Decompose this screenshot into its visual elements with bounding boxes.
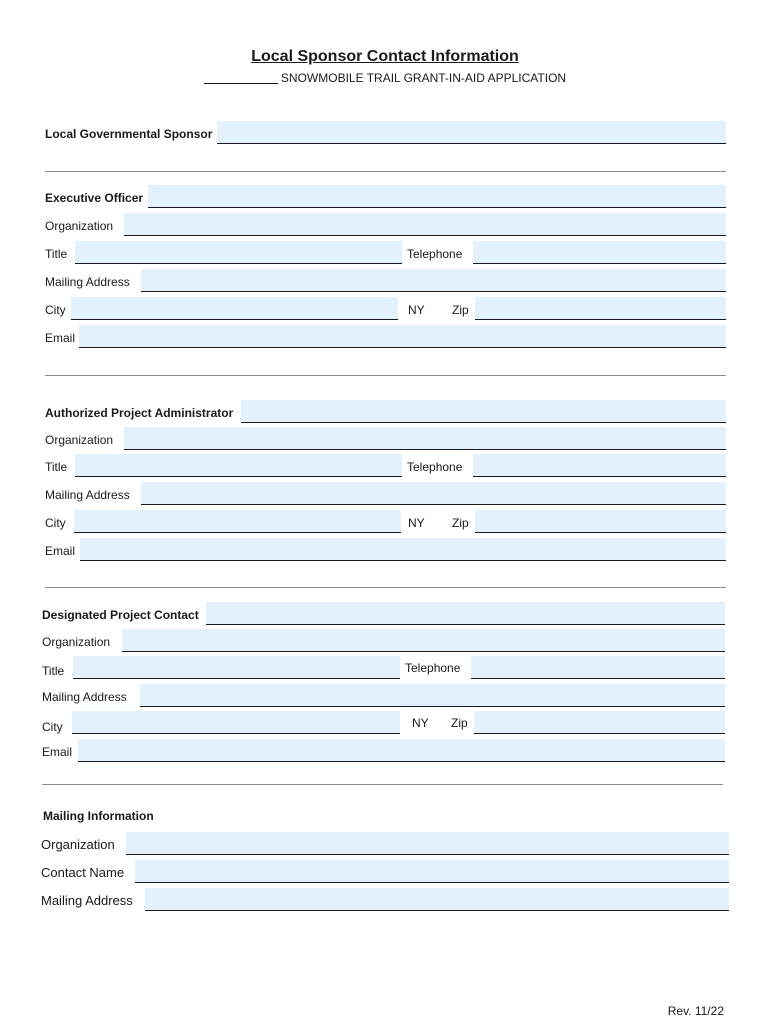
email-label: Email (45, 331, 76, 345)
project-administrator-name-input[interactable] (241, 400, 726, 423)
contact-zip-input[interactable] (474, 711, 725, 734)
season-blank-field[interactable] (204, 71, 278, 84)
administrator-telephone-input[interactable] (473, 454, 726, 477)
administrator-title-input[interactable] (75, 454, 402, 477)
contact-name-label: Contact Name (41, 865, 125, 880)
mailing-address-label: Mailing Address (45, 488, 130, 502)
executive-officer-name-input[interactable] (148, 185, 726, 208)
mailing-address-label: Mailing Address (42, 690, 127, 704)
divider (45, 587, 726, 588)
executive-zip-input[interactable] (475, 297, 726, 320)
contact-organization-input[interactable] (122, 629, 725, 652)
contact-telephone-input[interactable] (471, 656, 725, 679)
email-label: Email (42, 745, 73, 759)
divider (42, 784, 723, 785)
divider (45, 375, 726, 376)
mailing-contact-name-input[interactable] (135, 860, 729, 883)
subtitle-text: SNOWMOBILE TRAIL GRANT-IN-AID APPLICATION (280, 71, 567, 85)
city-label: City (45, 516, 66, 530)
city-label: City (45, 303, 66, 317)
telephone-label: Telephone (407, 460, 463, 474)
mailing-address-input[interactable] (145, 888, 729, 911)
organization-label: Organization (41, 837, 115, 852)
administrator-email-input[interactable] (80, 538, 726, 561)
divider (45, 171, 726, 172)
project-contact-name-input[interactable] (206, 602, 725, 625)
title-label: Title (45, 247, 68, 261)
city-label: City (42, 720, 63, 734)
organization-label: Organization (45, 433, 114, 447)
mailing-address-label: Mailing Address (41, 893, 133, 908)
sponsor-input[interactable] (217, 121, 726, 144)
executive-mailing-address-input[interactable] (141, 269, 726, 292)
title-label: Title (42, 664, 65, 678)
telephone-label: Telephone (407, 247, 463, 261)
mailing-address-label: Mailing Address (45, 275, 130, 289)
telephone-label: Telephone (405, 661, 461, 675)
sponsor-label: Local Governmental Sponsor (45, 127, 213, 141)
administrator-mailing-address-input[interactable] (141, 482, 726, 505)
state-text: NY (408, 303, 425, 317)
contact-title-input[interactable] (73, 656, 400, 679)
mailing-information-heading: Mailing Information (43, 809, 154, 823)
executive-email-input[interactable] (79, 325, 726, 348)
contact-city-input[interactable] (72, 711, 400, 734)
zip-label: Zip (451, 716, 468, 730)
page-subtitle (0, 71, 770, 85)
page-title: Local Sponsor Contact Information (251, 48, 519, 65)
state-text: NY (408, 516, 425, 530)
revision-label: Rev. 11/22 (667, 1004, 724, 1018)
email-label: Email (45, 544, 76, 558)
organization-label: Organization (42, 635, 111, 649)
project-contact-heading: Designated Project Contact (42, 608, 199, 622)
executive-officer-heading: Executive Officer (45, 191, 144, 205)
administrator-zip-input[interactable] (475, 510, 726, 533)
project-administrator-heading: Authorized Project Administrator (45, 406, 234, 420)
executive-title-input[interactable] (75, 241, 402, 264)
organization-label: Organization (45, 219, 114, 233)
executive-organization-input[interactable] (124, 213, 726, 236)
zip-label: Zip (452, 516, 469, 530)
contact-mailing-address-input[interactable] (140, 684, 725, 707)
zip-label: Zip (452, 303, 469, 317)
administrator-city-input[interactable] (74, 510, 401, 533)
state-text: NY (412, 716, 429, 730)
title-label: Title (45, 460, 68, 474)
executive-city-input[interactable] (71, 297, 398, 320)
administrator-organization-input[interactable] (124, 427, 726, 450)
mailing-organization-input[interactable] (126, 832, 729, 855)
executive-telephone-input[interactable] (473, 241, 726, 264)
contact-email-input[interactable] (78, 739, 725, 762)
